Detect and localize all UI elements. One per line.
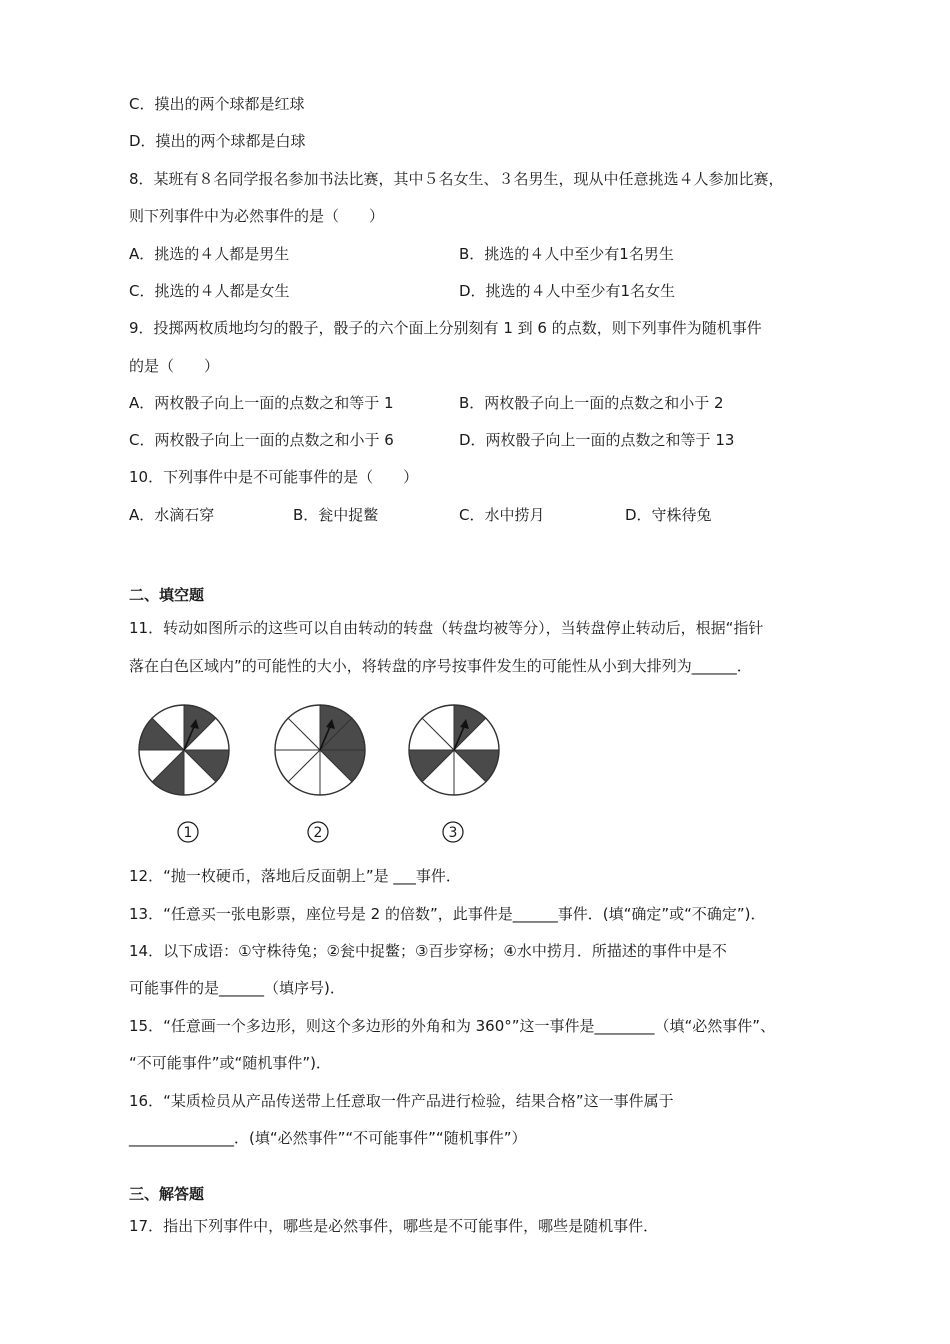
spinner-3-number: 3 — [448, 825, 458, 841]
q7-option-d: D．摸出的两个球都是白球 — [129, 132, 306, 150]
section-heading-answers: 三、解答题 — [129, 1185, 205, 1203]
q12: 12．“抛一枚硬币，落地后反面朝上”是 ___事件． — [129, 867, 461, 885]
q14-line1: 14．以下成语：①守株待兔；②瓮中捉鳖；③百步穿杨；④水中捞月．所描述的事件中是不 — [129, 942, 727, 960]
q8-option-c: C．挑选的４人都是女生 — [129, 282, 290, 300]
q8-stem-line2: 则下列事件中为必然事件的是（ ） — [129, 207, 385, 225]
spinner-2 — [272, 702, 368, 802]
spinner-1-disc — [136, 702, 232, 798]
section-heading-fill-in: 二、填空题 — [129, 586, 205, 604]
spinner-2-number: 2 — [313, 825, 323, 841]
spinner-2-disc — [272, 702, 368, 798]
q8-option-a: A．挑选的４人都是男生 — [129, 245, 290, 263]
spinner-3-label — [441, 820, 465, 844]
q10-option-b: B．瓮中捉鳖 — [293, 506, 379, 524]
q10-stem: 10．下列事件中是不可能事件的是（ ） — [129, 468, 419, 486]
spinner-3 — [406, 702, 502, 802]
spinner-2-label — [306, 820, 330, 844]
q9-option-b: B．两枚骰子向上一面的点数之和小于 2 — [459, 394, 724, 412]
q15-line2: “不可能事件”或“随机事件”)． — [129, 1054, 331, 1072]
spinner-3-disc — [406, 702, 502, 798]
q8-option-b: B．挑选的４人中至少有1名男生 — [459, 245, 674, 263]
q9-stem-line1: 9．投掷两枚质地均匀的骰子，骰子的六个面上分别刻有 1 到 6 的点数，则下列事件为随机事件 — [129, 319, 762, 337]
q8-option-d: D．挑选的４人中至少有1名女生 — [459, 282, 676, 300]
q10-option-a: A．水滴石穿 — [129, 506, 215, 524]
q9-option-d: D．两枚骰子向上一面的点数之和等于 13 — [459, 431, 735, 449]
q9-option-a: A．两枚骰子向上一面的点数之和等于 1 — [129, 394, 394, 412]
q9-option-c: C．两枚骰子向上一面的点数之和小于 6 — [129, 431, 394, 449]
q14-line2: 可能事件的是______（填序号)． — [129, 979, 345, 997]
q17: 17．指出下列事件中，哪些是必然事件，哪些是不可能事件，哪些是随机事件． — [129, 1217, 659, 1235]
q16-line2: ______________．(填“必然事件”“不可能事件”“随机事件”） — [129, 1129, 527, 1147]
q13: 13．“任意买一张电影票，座位号是 2 的倍数”，此事件是______事件．(填“确定”或“不确定”)． — [129, 905, 766, 923]
q7-option-c: C．摸出的两个球都是红球 — [129, 95, 305, 113]
q11-stem-line1: 11．转动如图所示的这些可以自由转动的转盘（转盘均被等分），当转盘停止转动后，根据“指针 — [129, 619, 764, 637]
q8-stem-line1: 8．某班有８名同学报名参加书法比赛，其中５名女生、３名男生，现从中任意挑选４人参加比赛， — [129, 170, 784, 188]
spinner-1-number: 1 — [183, 825, 193, 841]
spinner-1-label — [176, 820, 200, 844]
q10-option-d: D．守株待兔 — [625, 506, 712, 524]
spinner-1 — [136, 702, 232, 802]
q15-line1: 15．“任意画一个多边形，则这个多边形的外角和为 360°”这一事件是________（填“必然事件”、 — [129, 1017, 776, 1035]
q16-line1: 16．“某质检员从产品传送带上任意取一件产品进行检验，结果合格”这一事件属于 — [129, 1092, 674, 1110]
q10-option-c: C．水中捞月 — [459, 506, 545, 524]
q11-stem-line2: 落在白色区域内”的可能性的大小，将转盘的序号按事件发生的可能性从小到大排列为______． — [129, 657, 752, 675]
q9-stem-line2: 的是（ ） — [129, 357, 220, 375]
